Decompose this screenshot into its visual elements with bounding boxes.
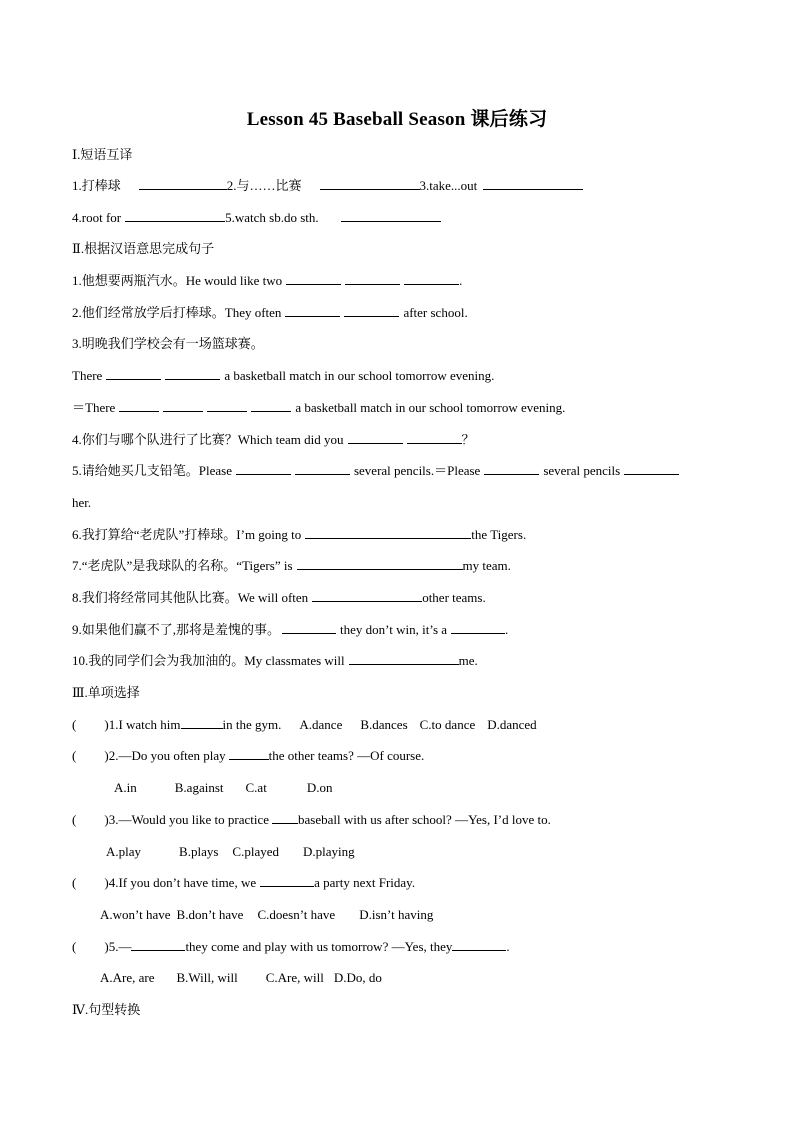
answer-blank[interactable] <box>341 209 441 222</box>
answer-blank[interactable] <box>312 589 422 602</box>
question-text: —Do you often play <box>118 748 226 763</box>
answer-blank[interactable] <box>251 399 291 412</box>
answer-paren-close: ) <box>104 875 109 890</box>
question-text: they come and play with us tomorrow? —Yes, they <box>185 939 453 954</box>
phrase-1: 1.打棒球 <box>72 178 121 193</box>
option-b: B.don’t have <box>176 907 244 922</box>
sentence-4 <box>72 431 475 449</box>
sentence-3a <box>72 367 494 385</box>
mcq-5 <box>72 938 510 956</box>
answer-blank[interactable] <box>320 177 420 190</box>
answer-blank[interactable] <box>139 177 227 190</box>
sentence-text: 7.“老虎队”是我球队的名称。“Tigers” is <box>72 558 293 573</box>
sentence-end: my team. <box>462 558 511 573</box>
answer-blank[interactable] <box>484 462 539 475</box>
page-title: Lesson 45 Baseball Season 课后练习 <box>246 109 548 130</box>
question-text: If you don’t have time, we <box>118 875 257 890</box>
section-1-row-1 <box>72 177 583 195</box>
sentence-5 <box>72 462 679 480</box>
answer-blank[interactable] <box>125 209 225 222</box>
sentence-text: they don’t win, it’s a <box>340 622 448 637</box>
option-d: D.isn’t having <box>359 907 434 922</box>
question-number: 5. <box>108 939 119 954</box>
answer-blank[interactable] <box>345 272 400 285</box>
answer-blank[interactable] <box>282 621 336 634</box>
sentence-3b <box>72 399 565 417</box>
answer-blank[interactable] <box>297 557 463 570</box>
option-a: A.play <box>106 844 142 859</box>
answer-blank[interactable] <box>236 462 291 475</box>
answer-blank <box>272 811 298 824</box>
answer-blank[interactable] <box>483 177 583 190</box>
section-1-row-2 <box>72 209 441 227</box>
answer-blank <box>229 747 269 760</box>
sentence-9 <box>72 621 508 639</box>
mcq-4 <box>72 874 415 892</box>
option-a: A.won’t have <box>100 907 171 922</box>
question-number: 4. <box>108 875 119 890</box>
sentence-6 <box>72 526 526 544</box>
option-d: D.playing <box>302 844 355 859</box>
answer-blank[interactable] <box>624 462 679 475</box>
sentence-end: the Tigers. <box>471 527 527 542</box>
mcq-2 <box>72 747 424 765</box>
option-c: C.at <box>245 780 267 795</box>
answer-blank <box>181 716 223 729</box>
sentence-end: me. <box>458 653 478 668</box>
sentence-text: 4.你们与哪个队进行了比赛？Which team did you <box>72 432 344 447</box>
sentence-text: 1.他想要两瓶汽水。He would like two <box>72 273 283 288</box>
answer-paren-open: ( <box>72 939 77 954</box>
phrase-3: 3.take...out <box>419 178 478 193</box>
sentence-end: a basketball match in our school tomorrow evening. <box>224 368 495 383</box>
option-c: C.played <box>232 844 279 859</box>
answer-blank[interactable] <box>404 272 459 285</box>
answer-blank[interactable] <box>165 367 220 380</box>
section-4-heading: Ⅳ.句型转换 <box>72 1002 141 1017</box>
sentence-text: 2.他们经常放学后打棒球。They often <box>72 305 282 320</box>
answer-paren-open: ( <box>72 748 77 763</box>
answer-paren-open: ( <box>72 717 77 732</box>
answer-blank[interactable] <box>344 304 399 317</box>
option-d: D.on <box>306 780 333 795</box>
answer-blank[interactable] <box>451 621 505 634</box>
answer-paren-close: ) <box>104 717 109 732</box>
answer-blank <box>131 938 185 951</box>
mcq-1 <box>72 716 537 734</box>
option-a: A.dance <box>299 717 343 732</box>
sentence-3: 3.明晚我们学校会有一场篮球赛。 <box>72 336 264 351</box>
sentence-end: ？ <box>461 432 475 447</box>
sentence-end: a basketball match in our school tomorrow evening. <box>295 400 566 415</box>
sentence-text: There <box>72 368 103 383</box>
option-d: D.danced <box>487 717 537 732</box>
sentence-text: 6.我打算给“老虎队”打棒球。I’m going to <box>72 527 302 542</box>
answer-blank <box>452 938 506 951</box>
mcq-3-options <box>106 843 355 861</box>
sentence-text: ＝There <box>72 400 116 415</box>
question-number: 3. <box>108 812 119 827</box>
answer-paren-close: ) <box>104 939 109 954</box>
question-text: . <box>506 939 510 954</box>
sentence-text: 5.请给她买几支铅笔。Please <box>72 463 232 478</box>
answer-blank[interactable] <box>349 652 459 665</box>
sentence-text: several pencils.＝Please <box>353 463 481 478</box>
answer-blank[interactable] <box>295 462 350 475</box>
question-text: a party next Friday. <box>314 875 416 890</box>
phrase-5: 5.watch sb.do sth. <box>225 210 319 225</box>
phrase-2: 2.与……比赛 <box>226 178 302 193</box>
sentence-7 <box>72 557 511 575</box>
option-d: D.Do, do <box>333 970 382 985</box>
sentence-text: 9.如果他们赢不了,那将是羞愧的事。 <box>72 622 281 637</box>
section-2-heading: Ⅱ.根据汉语意思完成句子 <box>72 241 215 256</box>
section-3-heading: Ⅲ.单项选择 <box>72 685 140 700</box>
question-text: the other teams? —Of course. <box>268 748 425 763</box>
option-a: A.in <box>114 780 137 795</box>
sentence-text: 8.我们将经常同其他队比赛。We will often <box>72 590 309 605</box>
mcq-2-options <box>114 779 332 797</box>
answer-paren-close: ) <box>104 812 109 827</box>
sentence-8 <box>72 589 486 607</box>
option-b: B.Will, will <box>176 970 238 985</box>
phrase-4: 4.root for <box>72 210 122 225</box>
sentence-text: several pencils <box>543 463 621 478</box>
answer-blank <box>260 874 314 887</box>
mcq-3 <box>72 811 551 829</box>
answer-blank[interactable] <box>106 367 161 380</box>
sentence-10 <box>72 652 478 670</box>
mcq-5-options <box>100 969 382 987</box>
option-b: B.against <box>174 780 224 795</box>
option-c: C.to dance <box>419 717 476 732</box>
answer-blank[interactable] <box>407 431 462 444</box>
sentence-text: 10.我的同学们会为我加油的。My classmates will <box>72 653 345 668</box>
question-text: I watch him <box>118 717 181 732</box>
answer-paren-open: ( <box>72 812 77 827</box>
answer-blank[interactable] <box>285 304 340 317</box>
mcq-4-options <box>100 906 433 924</box>
option-a: A.Are, are <box>100 970 155 985</box>
section-1-heading: Ⅰ.短语互译 <box>72 147 133 162</box>
option-b: B.dances <box>360 717 408 732</box>
sentence-5-continued: her. <box>72 495 92 510</box>
question-text: — <box>118 939 132 954</box>
answer-blank[interactable] <box>163 399 203 412</box>
answer-blank[interactable] <box>119 399 159 412</box>
question-text: in the gym. <box>222 717 282 732</box>
answer-blank[interactable] <box>286 272 341 285</box>
question-number: 1. <box>108 717 119 732</box>
sentence-end: other teams. <box>422 590 486 605</box>
answer-paren-open: ( <box>72 875 77 890</box>
sentence-2 <box>72 304 468 322</box>
sentence-end: . <box>459 273 463 288</box>
answer-blank[interactable] <box>348 431 403 444</box>
answer-blank[interactable] <box>207 399 247 412</box>
answer-paren-close: ) <box>104 748 109 763</box>
sentence-1 <box>72 272 462 290</box>
sentence-end: . <box>505 622 509 637</box>
option-c: C.Are, will <box>265 970 324 985</box>
option-b: B.plays <box>179 844 219 859</box>
question-text: baseball with us after school? —Yes, I’d love to. <box>298 812 551 827</box>
sentence-end: after school. <box>403 305 468 320</box>
question-text: —Would you like to practice <box>118 812 270 827</box>
option-c: C.doesn’t have <box>257 907 336 922</box>
question-number: 2. <box>108 748 119 763</box>
answer-blank[interactable] <box>305 526 471 539</box>
